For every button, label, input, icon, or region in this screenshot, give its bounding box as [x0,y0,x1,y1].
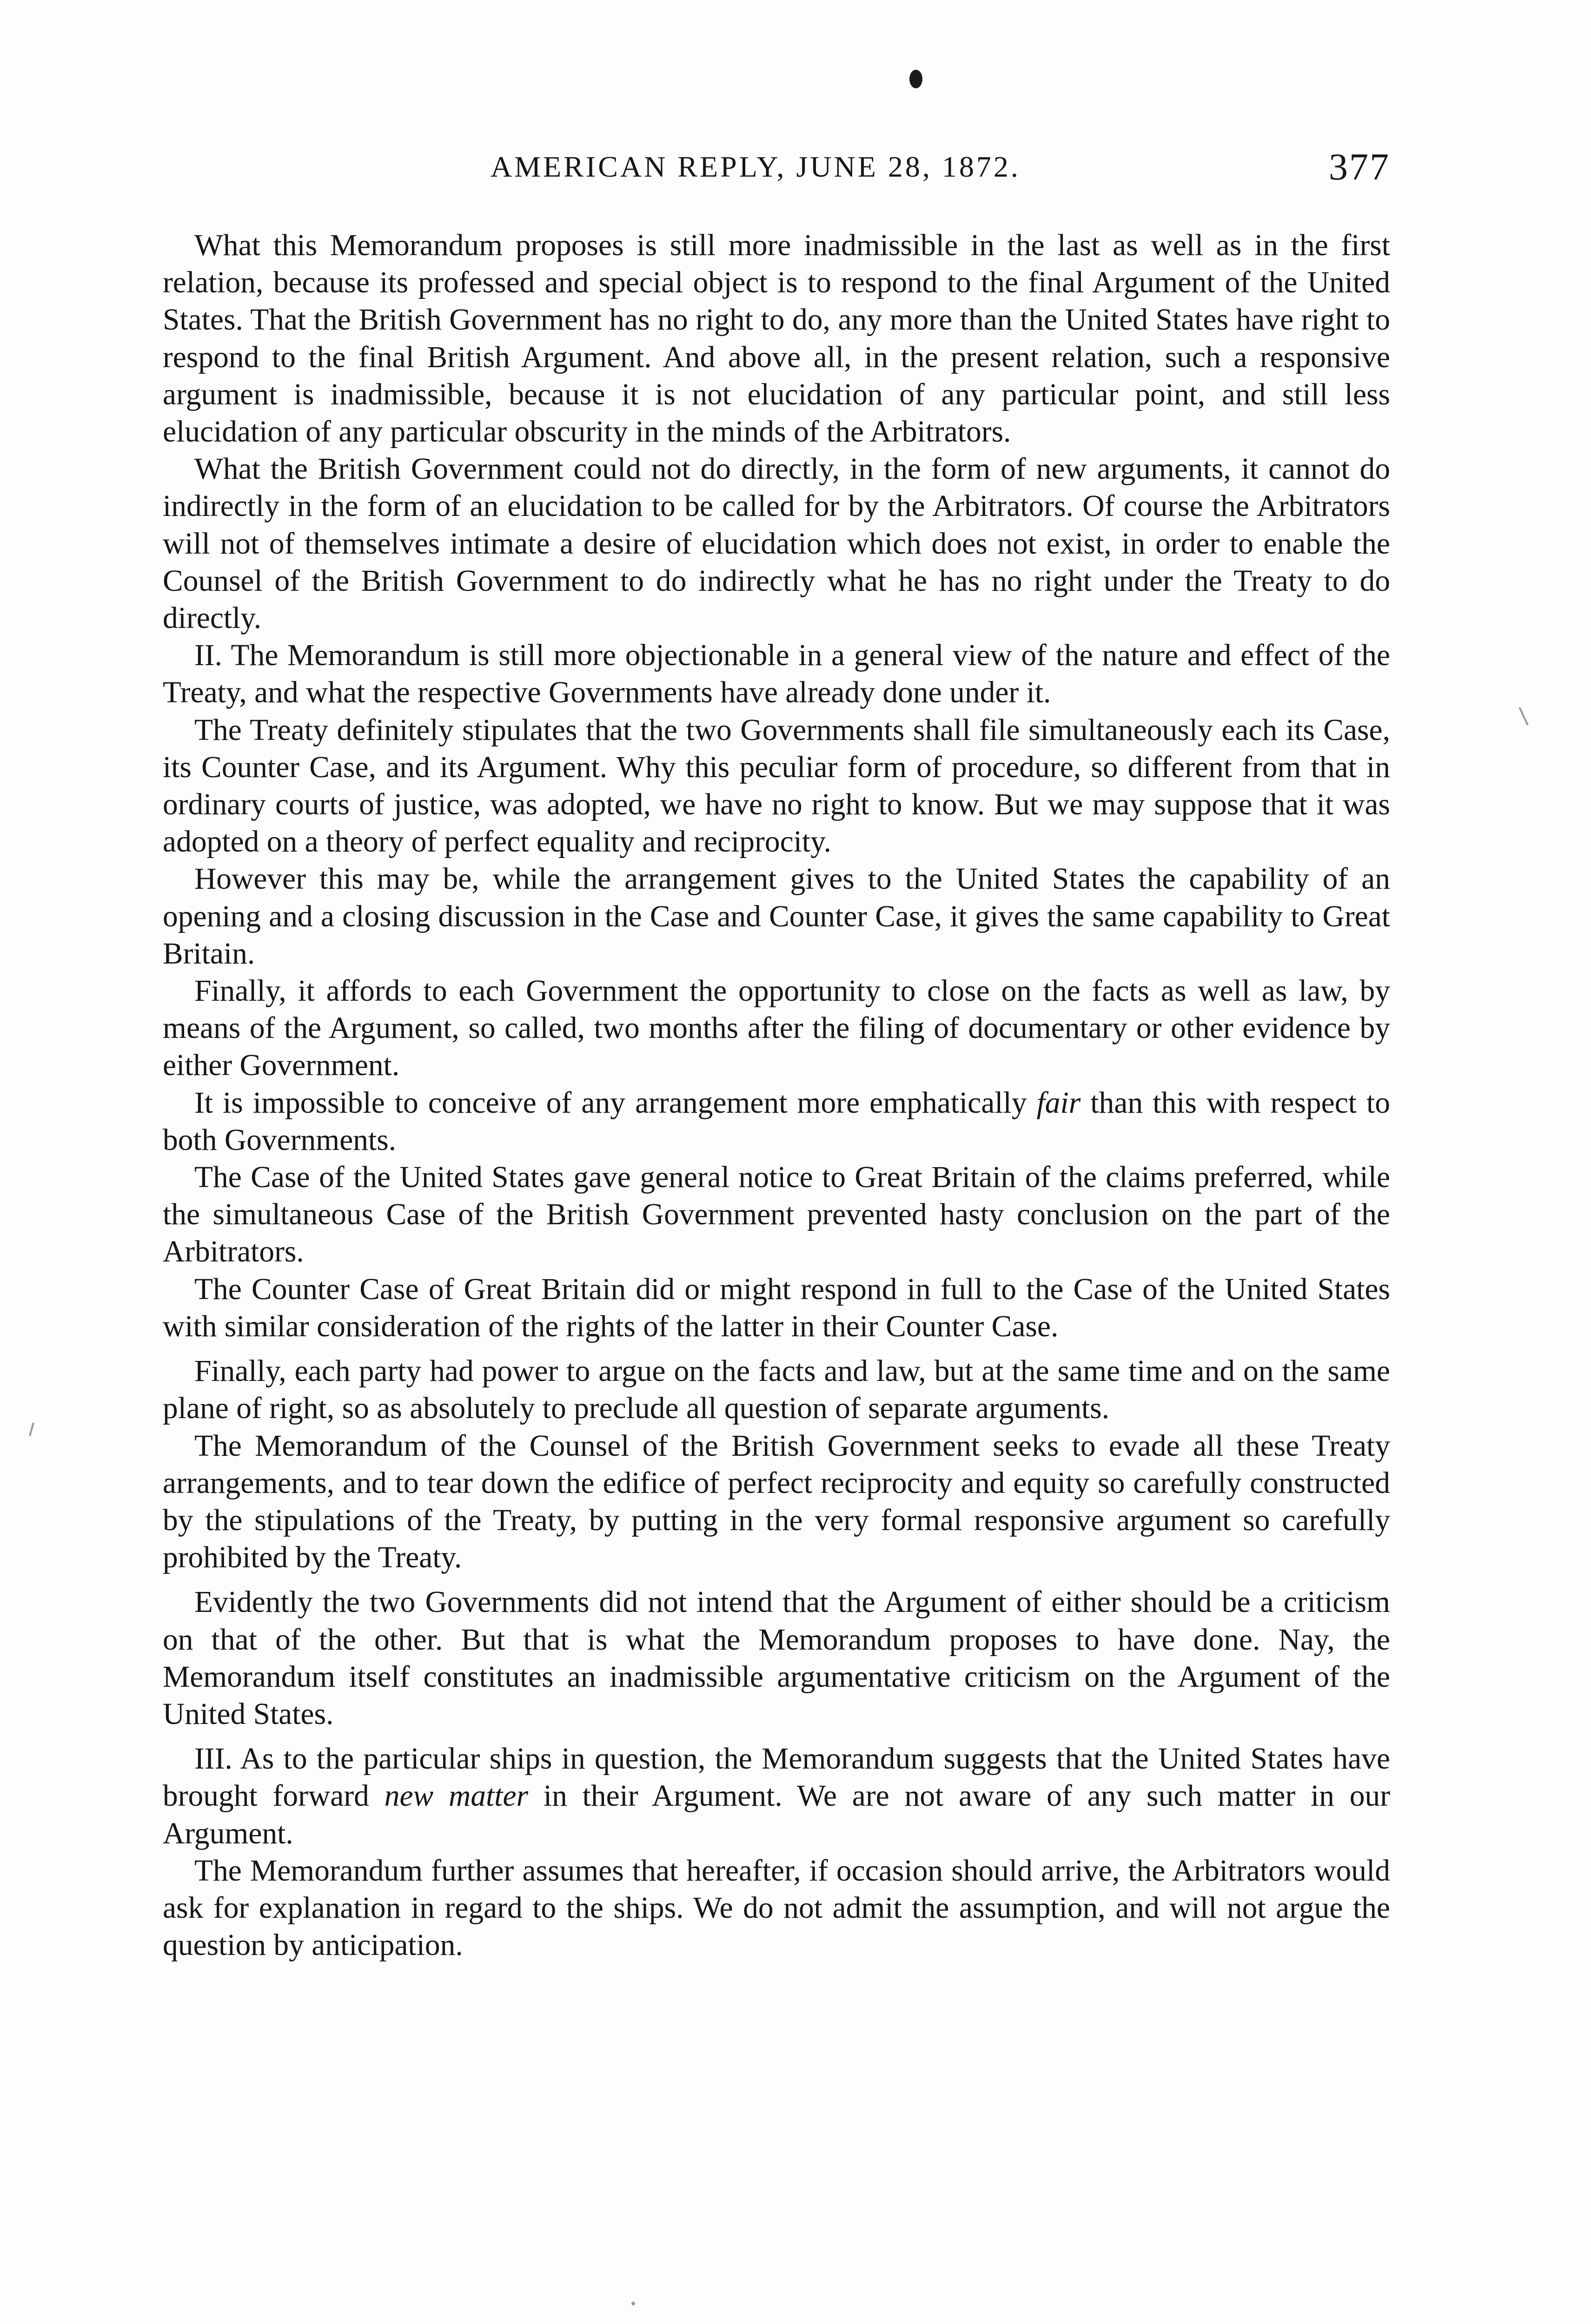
paragraph: The Memorandum further assumes that hereafter, if occasion should arrive, the Arbitrators would ask for explanation in regard to the ships. We do not admit the assumption, and will not argue the question by anticipation. [163,1854,1390,1962]
paragraph: Evidently the two Governments did not intend that the Argument of either should be a criticism on that of the other. But that is what the Memorandum proposes to have done. Nay, the Memorandum itself constitutes an inadmissible argumentative criticism on the Argument of the United States. [163,1585,1390,1731]
paragraph [163,1740,1390,1852]
paragraph: The Memorandum of the Counsel of the British Government seeks to evade all these Treaty arrangements, and to tear down the edifice of perfect reciprocity and equity so carefully constructed by the stipulations of the Treaty, by putting in the very formal responsive argument so carefully prohibited by the Treaty. [163,1429,1390,1575]
page-header [163,145,1390,196]
paragraph: What the British Government could not do directly, in the form of new arguments, it cannot do indirectly in the form of an elucidation to be called for by the Arbitrators. Of course the Arbitrators will not of themselves intimate a desire of elucidation which does not exist, in order to enable the Counsel of the British Government to do indirectly what he has no right under the Treaty to do directly. [163,452,1390,635]
paragraph-gap [163,1576,1390,1584]
paragraph: What this Memorandum proposes is still more inadmissible in the last as well as in the first relation, because its professed and special object is to respond to the final Argument of the United States. That the British Government has no right to do, any more than the United States have right to respond to the final British Argument. And above all, in the present relation, such a responsive argument is inadmissible, because it is not elucidation of any particular point, and still less elucidation of any particular obscurity in the minds of the Arbitrators. [163,229,1390,449]
paragraph: The Case of the United States gave general notice to Great Britain of the claims preferred, while the simultaneous Case of the British Government prevented hasty conclusion on the part of the Arbitrators. [163,1161,1390,1269]
stray-mark [1518,707,1528,726]
paragraph-gap [163,1345,1390,1353]
paragraph-text: than this with respect to both Governments. [163,1086,1391,1157]
running-head: AMERICAN REPLY, JUNE 28, 1872. [491,150,1021,183]
paragraph: II. The Memorandum is still more objectionable in a general view of the nature and effect of the Treaty, and what the respective Governments have already done under it. [163,639,1390,710]
stray-mark [29,1422,34,1436]
paragraph: Finally, it affords to each Government the opportunity to close on the facts as well as law, by means of the Argument, so called, two months after the filing of documentary or other evidence by either Government. [163,974,1390,1083]
page-number: 377 [1329,145,1390,188]
paragraph-gap [163,1733,1390,1740]
italic-word: fair [1036,1086,1081,1120]
paragraph: However this may be, while the arrangement gives to the United States the capability of an opening and a closing discussion in the Case and Counter Case, it gives the same capability to Great Britain. [163,862,1390,971]
paragraph: The Treaty definitely stipulates that the two Governments shall file simultaneously each its Case, its Counter Case, and its Argument. Why this peculiar form of procedure, so different from that in ordinary courts of justice, was adopted, we have no right to know. But we may suppose that it was adopted on a theory of perfect equality and reciprocity. [163,713,1390,859]
paragraph: Finally, each party had power to argue on the facts and law, but at the same time and on the same plane of right, so as absolutely to preclude all question of separate arguments. [163,1354,1390,1426]
paragraph: The Counter Case of Great Britain did or might respond in full to the Case of the United States with similar consideration of the rights of the latter in their Counter Case. [163,1272,1390,1343]
stray-mark [631,2302,635,2305]
paragraph-text: It is impossible to conceive of any arrangement more emphatically [194,1086,1027,1120]
paragraph-text: in their Argument. We are not aware of any such matter in our Argument. [163,1779,1391,1850]
ink-dot [909,70,922,88]
italic-phrase: new matter [384,1779,529,1813]
paragraph [163,1084,1390,1159]
paragraph-text: III. As to the particular ships in question, the Memorandum suggests that the United States have brought forward [163,1742,1390,1813]
body-text [163,227,1390,1964]
